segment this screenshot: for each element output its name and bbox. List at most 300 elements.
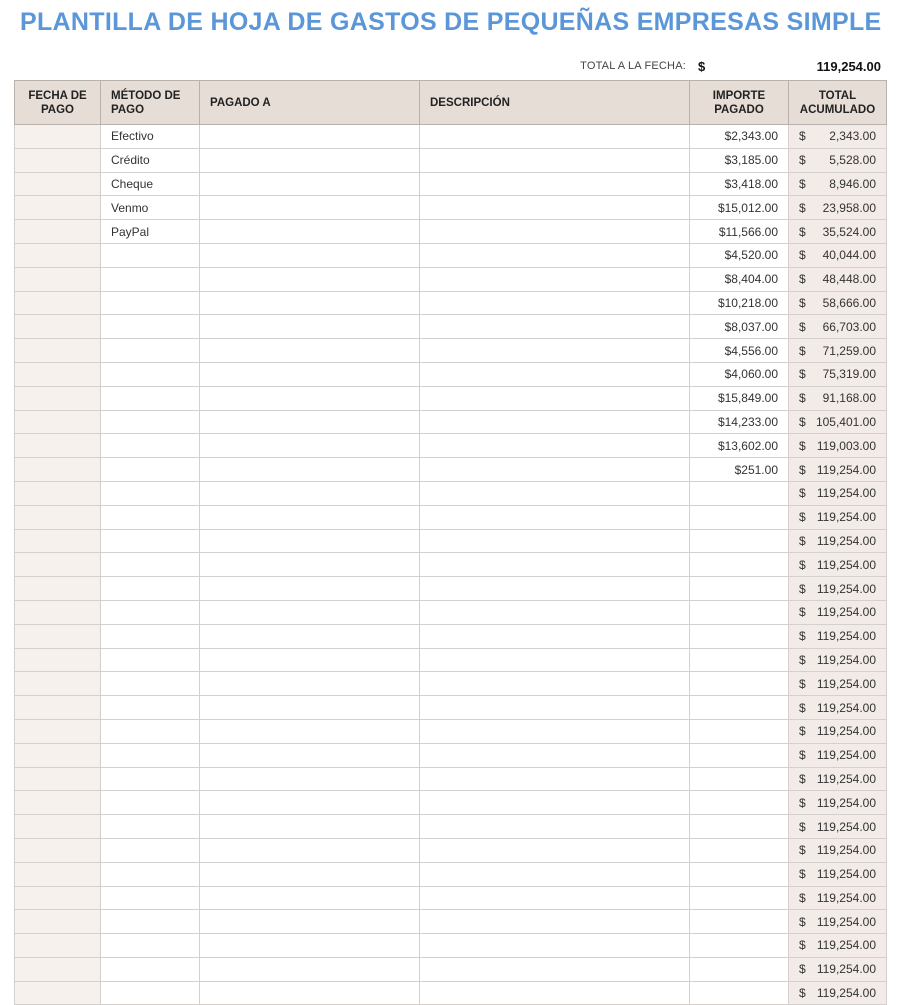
cell-descripcion[interactable] [420,339,690,363]
currency-symbol: $ [799,224,806,239]
cell-metodo-de-pago[interactable] [101,624,200,648]
currency-symbol: $ [799,819,806,834]
cell-fecha-de-pago[interactable] [15,957,101,981]
cell-pagado-a[interactable] [200,600,420,624]
currency-symbol: $ [799,652,806,667]
cell-pagado-a[interactable] [200,838,420,862]
running-total-value: 119,254.00 [816,557,876,572]
header-row [15,81,887,125]
cell-fecha-de-pago[interactable] [15,267,101,291]
cell-descripcion[interactable] [420,125,690,149]
cell-descripcion[interactable] [420,767,690,791]
table-row [15,910,887,934]
currency-symbol: $ [799,676,806,691]
table-row [15,339,887,363]
cell-metodo-de-pago[interactable] [101,291,200,315]
cell-fecha-de-pago[interactable] [15,410,101,434]
cell-importe-pagado[interactable]: $3,185.00 [690,148,789,172]
running-total-value: 119,254.00 [816,724,876,739]
cell-metodo-de-pago[interactable]: PayPal [101,220,200,244]
table-row [15,696,887,720]
running-total-value: 58,666.00 [822,295,876,310]
cell-descripcion[interactable] [420,196,690,220]
cell-importe-pagado[interactable] [690,577,789,601]
cell-metodo-de-pago[interactable] [101,529,200,553]
header-importe-pagado: IMPORTE PAGADO [690,81,789,125]
cell-metodo-de-pago[interactable] [101,886,200,910]
cell-pagado-a[interactable] [200,172,420,196]
cell-total-acumulado [789,339,887,363]
cell-importe-pagado[interactable]: $4,060.00 [690,362,789,386]
cell-descripcion[interactable] [420,838,690,862]
cell-metodo-de-pago[interactable] [101,696,200,720]
cell-pagado-a[interactable] [200,125,420,149]
cell-importe-pagado[interactable]: $14,233.00 [690,410,789,434]
cell-metodo-de-pago[interactable] [101,672,200,696]
cell-metodo-de-pago[interactable] [101,648,200,672]
cell-importe-pagado[interactable]: $11,566.00 [690,220,789,244]
cell-fecha-de-pago[interactable] [15,767,101,791]
table-row [15,719,887,743]
running-total-value: 35,524.00 [822,224,876,239]
cell-pagado-a[interactable] [200,505,420,529]
cell-descripcion[interactable] [420,934,690,958]
cell-total-acumulado [789,315,887,339]
currency-symbol: $ [799,771,806,786]
cell-pagado-a[interactable] [200,624,420,648]
cell-fecha-de-pago[interactable] [15,886,101,910]
running-total-value: 119,254.00 [816,676,876,691]
cell-fecha-de-pago[interactable] [15,529,101,553]
cell-pagado-a[interactable] [200,696,420,720]
table-row [15,148,887,172]
cell-metodo-de-pago[interactable] [101,243,200,267]
cell-total-acumulado [789,172,887,196]
cell-total-acumulado [789,434,887,458]
running-total-value: 71,259.00 [822,343,876,358]
cell-fecha-de-pago[interactable] [15,743,101,767]
cell-fecha-de-pago[interactable] [15,434,101,458]
cell-importe-pagado[interactable] [690,743,789,767]
cell-pagado-a[interactable] [200,386,420,410]
cell-importe-pagado[interactable] [690,719,789,743]
table-row [15,291,887,315]
cell-metodo-de-pago[interactable]: Cheque [101,172,200,196]
currency-symbol: $ [799,605,806,620]
table-row [15,220,887,244]
cell-descripcion[interactable] [420,672,690,696]
cell-metodo-de-pago[interactable] [101,910,200,934]
running-total-value: 119,254.00 [816,962,876,977]
table-row [15,838,887,862]
cell-total-acumulado [789,624,887,648]
running-total-value: 119,254.00 [816,914,876,929]
header-descripcion: DESCRIPCIÓN [420,81,690,125]
running-total-value: 119,254.00 [816,605,876,620]
cell-descripcion[interactable] [420,600,690,624]
cell-importe-pagado[interactable] [690,838,789,862]
cell-descripcion[interactable] [420,648,690,672]
running-total-value: 119,254.00 [816,700,876,715]
cell-descripcion[interactable] [420,553,690,577]
cell-descripcion[interactable] [420,172,690,196]
cell-importe-pagado[interactable]: $15,012.00 [690,196,789,220]
cell-fecha-de-pago[interactable] [15,791,101,815]
cell-descripcion[interactable] [420,743,690,767]
cell-fecha-de-pago[interactable] [15,648,101,672]
cell-descripcion[interactable] [420,529,690,553]
running-total-value: 5,528.00 [829,153,876,168]
cell-total-acumulado [789,505,887,529]
cell-importe-pagado[interactable] [690,815,789,839]
table-row [15,267,887,291]
cell-fecha-de-pago[interactable] [15,696,101,720]
cell-metodo-de-pago[interactable] [101,481,200,505]
cell-descripcion[interactable] [420,815,690,839]
cell-descripcion[interactable] [420,481,690,505]
table-row [15,386,887,410]
running-total-value: 105,401.00 [815,414,876,429]
cell-total-acumulado [789,577,887,601]
currency-symbol: $ [799,153,806,168]
cell-fecha-de-pago[interactable] [15,910,101,934]
cell-descripcion[interactable] [420,243,690,267]
running-total-value: 119,254.00 [816,510,876,525]
running-total-value: 8,946.00 [829,176,876,191]
cell-pagado-a[interactable] [200,529,420,553]
table-row [15,458,887,482]
cell-metodo-de-pago[interactable] [101,410,200,434]
cell-total-acumulado [789,267,887,291]
cell-importe-pagado[interactable] [690,624,789,648]
cell-total-acumulado [789,743,887,767]
cell-pagado-a[interactable] [200,339,420,363]
cell-metodo-de-pago[interactable] [101,719,200,743]
cell-fecha-de-pago[interactable] [15,125,101,149]
cell-total-acumulado [789,553,887,577]
cell-pagado-a[interactable] [200,815,420,839]
cell-total-acumulado [789,910,887,934]
cell-pagado-a[interactable] [200,434,420,458]
cell-pagado-a[interactable] [200,767,420,791]
cell-metodo-de-pago[interactable]: Crédito [101,148,200,172]
cell-metodo-de-pago[interactable] [101,862,200,886]
cell-metodo-de-pago[interactable]: Efectivo [101,125,200,149]
cell-importe-pagado[interactable]: $13,602.00 [690,434,789,458]
currency-symbol: $ [799,629,806,644]
cell-pagado-a[interactable] [200,243,420,267]
cell-descripcion[interactable] [420,624,690,648]
cell-metodo-de-pago[interactable] [101,505,200,529]
cell-descripcion[interactable] [420,148,690,172]
cell-descripcion[interactable] [420,957,690,981]
cell-fecha-de-pago[interactable] [15,172,101,196]
cell-total-acumulado [789,791,887,815]
cell-total-acumulado [789,148,887,172]
cell-descripcion[interactable] [420,886,690,910]
cell-importe-pagado[interactable]: $4,520.00 [690,243,789,267]
cell-metodo-de-pago[interactable] [101,791,200,815]
cell-importe-pagado[interactable] [690,957,789,981]
cell-pagado-a[interactable] [200,981,420,1005]
cell-descripcion[interactable] [420,910,690,934]
cell-pagado-a[interactable] [200,862,420,886]
cell-fecha-de-pago[interactable] [15,243,101,267]
cell-total-acumulado [789,125,887,149]
currency-symbol: $ [799,890,806,905]
currency-symbol: $ [799,962,806,977]
cell-metodo-de-pago[interactable] [101,815,200,839]
cell-pagado-a[interactable] [200,148,420,172]
cell-total-acumulado [789,196,887,220]
cell-importe-pagado[interactable]: $2,343.00 [690,125,789,149]
table-row [15,624,887,648]
cell-fecha-de-pago[interactable] [15,386,101,410]
total-value: 119,254.00 [816,59,881,74]
cell-pagado-a[interactable] [200,458,420,482]
currency-symbol: $ [799,176,806,191]
cell-importe-pagado[interactable] [690,767,789,791]
currency-symbol: $ [799,367,806,382]
cell-descripcion[interactable] [420,434,690,458]
cell-metodo-de-pago[interactable] [101,315,200,339]
cell-metodo-de-pago[interactable] [101,434,200,458]
cell-importe-pagado[interactable] [690,696,789,720]
cell-importe-pagado[interactable]: $4,556.00 [690,339,789,363]
cell-metodo-de-pago[interactable] [101,743,200,767]
cell-total-acumulado [789,362,887,386]
cell-importe-pagado[interactable] [690,862,789,886]
cell-pagado-a[interactable] [200,220,420,244]
currency-symbol: $ [799,795,806,810]
cell-pagado-a[interactable] [200,719,420,743]
cell-total-acumulado [789,600,887,624]
cell-descripcion[interactable] [420,386,690,410]
cell-importe-pagado[interactable] [690,672,789,696]
table-row [15,172,887,196]
cell-pagado-a[interactable] [200,791,420,815]
cell-total-acumulado [789,458,887,482]
cell-pagado-a[interactable] [200,291,420,315]
currency-symbol: $ [799,295,806,310]
running-total-value: 119,254.00 [816,533,876,548]
running-total-value: 119,254.00 [816,748,876,763]
cell-fecha-de-pago[interactable] [15,577,101,601]
cell-descripcion[interactable] [420,505,690,529]
cell-importe-pagado[interactable] [690,553,789,577]
cell-importe-pagado[interactable] [690,886,789,910]
running-total-value: 119,254.00 [816,843,876,858]
cell-descripcion[interactable] [420,291,690,315]
cell-fecha-de-pago[interactable] [15,553,101,577]
cell-fecha-de-pago[interactable] [15,362,101,386]
currency-symbol: $ [799,724,806,739]
table-row [15,410,887,434]
cell-metodo-de-pago[interactable] [101,957,200,981]
running-total-value: 119,254.00 [816,890,876,905]
cell-fecha-de-pago[interactable] [15,672,101,696]
cell-fecha-de-pago[interactable] [15,196,101,220]
cell-total-acumulado [789,481,887,505]
cell-importe-pagado[interactable]: $3,418.00 [690,172,789,196]
cell-fecha-de-pago[interactable] [15,981,101,1005]
cell-fecha-de-pago[interactable] [15,315,101,339]
cell-descripcion[interactable] [420,981,690,1005]
cell-metodo-de-pago[interactable] [101,267,200,291]
running-total-value: 119,254.00 [816,629,876,644]
cell-total-acumulado [789,696,887,720]
cell-pagado-a[interactable] [200,481,420,505]
cell-fecha-de-pago[interactable] [15,719,101,743]
cell-descripcion[interactable] [420,362,690,386]
cell-importe-pagado[interactable]: $251.00 [690,458,789,482]
cell-importe-pagado[interactable] [690,600,789,624]
cell-importe-pagado[interactable] [690,934,789,958]
cell-total-acumulado [789,410,887,434]
cell-importe-pagado[interactable] [690,648,789,672]
cell-importe-pagado[interactable] [690,910,789,934]
cell-importe-pagado[interactable]: $8,037.00 [690,315,789,339]
cell-metodo-de-pago[interactable] [101,981,200,1005]
cell-descripcion[interactable] [420,315,690,339]
cell-descripcion[interactable] [420,696,690,720]
running-total-value: 119,254.00 [816,819,876,834]
cell-fecha-de-pago[interactable] [15,291,101,315]
cell-importe-pagado[interactable] [690,981,789,1005]
cell-pagado-a[interactable] [200,553,420,577]
currency-symbol: $ [799,414,806,429]
table-row [15,791,887,815]
currency-symbol: $ [799,248,806,263]
table-row [15,529,887,553]
cell-descripcion[interactable] [420,791,690,815]
cell-metodo-de-pago[interactable] [101,767,200,791]
currency-symbol: $ [799,343,806,358]
cell-descripcion[interactable] [420,577,690,601]
cell-fecha-de-pago[interactable] [15,600,101,624]
currency-symbol: $ [799,319,806,334]
cell-pagado-a[interactable] [200,267,420,291]
cell-pagado-a[interactable] [200,410,420,434]
cell-total-acumulado [789,767,887,791]
cell-importe-pagado[interactable] [690,791,789,815]
currency-symbol: $ [799,843,806,858]
table-row [15,505,887,529]
table-row [15,125,887,149]
cell-metodo-de-pago[interactable] [101,386,200,410]
cell-fecha-de-pago[interactable] [15,838,101,862]
cell-total-acumulado [789,291,887,315]
cell-importe-pagado[interactable]: $8,404.00 [690,267,789,291]
cell-importe-pagado[interactable] [690,529,789,553]
cell-pagado-a[interactable] [200,886,420,910]
running-total-value: 119,003.00 [816,438,876,453]
cell-importe-pagado[interactable]: $15,849.00 [690,386,789,410]
currency-symbol: $ [799,867,806,882]
cell-fecha-de-pago[interactable] [15,862,101,886]
cell-fecha-de-pago[interactable] [15,339,101,363]
cell-total-acumulado [789,957,887,981]
cell-metodo-de-pago[interactable] [101,553,200,577]
cell-pagado-a[interactable] [200,934,420,958]
cell-metodo-de-pago[interactable] [101,458,200,482]
table-row [15,196,887,220]
cell-fecha-de-pago[interactable] [15,481,101,505]
cell-fecha-de-pago[interactable] [15,934,101,958]
total-label: TOTAL A LA FECHA: [580,60,686,72]
cell-total-acumulado [789,648,887,672]
cell-descripcion[interactable] [420,862,690,886]
cell-descripcion[interactable] [420,220,690,244]
currency-symbol: $ [799,986,806,1001]
cell-metodo-de-pago[interactable] [101,838,200,862]
cell-total-acumulado [789,719,887,743]
header-pagado-a: PAGADO A [200,81,420,125]
currency-symbol: $ [799,700,806,715]
cell-descripcion[interactable] [420,267,690,291]
cell-pagado-a[interactable] [200,743,420,767]
currency-symbol: $ [799,510,806,525]
cell-total-acumulado [789,220,887,244]
cell-fecha-de-pago[interactable] [15,220,101,244]
cell-descripcion[interactable] [420,458,690,482]
cell-metodo-de-pago[interactable] [101,934,200,958]
cell-pagado-a[interactable] [200,362,420,386]
cell-metodo-de-pago[interactable]: Venmo [101,196,200,220]
currency-symbol: $ [799,557,806,572]
cell-pagado-a[interactable] [200,672,420,696]
total-currency: $ [698,59,706,74]
cell-metodo-de-pago[interactable] [101,600,200,624]
running-total-value: 119,254.00 [816,771,876,786]
cell-importe-pagado[interactable] [690,481,789,505]
running-total-value: 119,254.00 [816,795,876,810]
cell-importe-pagado[interactable] [690,505,789,529]
cell-fecha-de-pago[interactable] [15,815,101,839]
currency-symbol: $ [799,938,806,953]
running-total-value: 48,448.00 [822,272,876,287]
cell-metodo-de-pago[interactable] [101,362,200,386]
running-total-value: 75,319.00 [822,367,876,382]
cell-descripcion[interactable] [420,719,690,743]
cell-fecha-de-pago[interactable] [15,458,101,482]
cell-fecha-de-pago[interactable] [15,148,101,172]
cell-pagado-a[interactable] [200,577,420,601]
cell-fecha-de-pago[interactable] [15,624,101,648]
cell-total-acumulado [789,981,887,1005]
table-row [15,767,887,791]
currency-symbol: $ [799,272,806,287]
cell-pagado-a[interactable] [200,648,420,672]
cell-importe-pagado[interactable]: $10,218.00 [690,291,789,315]
cell-fecha-de-pago[interactable] [15,505,101,529]
cell-metodo-de-pago[interactable] [101,577,200,601]
cell-pagado-a[interactable] [200,196,420,220]
cell-pagado-a[interactable] [200,910,420,934]
table-row [15,648,887,672]
cell-pagado-a[interactable] [200,315,420,339]
cell-metodo-de-pago[interactable] [101,339,200,363]
cell-total-acumulado [789,838,887,862]
table-row [15,957,887,981]
cell-total-acumulado [789,862,887,886]
cell-descripcion[interactable] [420,410,690,434]
running-total-value: 119,254.00 [816,486,876,501]
cell-pagado-a[interactable] [200,957,420,981]
currency-symbol: $ [799,129,806,144]
running-total-value: 119,254.00 [816,986,876,1001]
table-row [15,743,887,767]
